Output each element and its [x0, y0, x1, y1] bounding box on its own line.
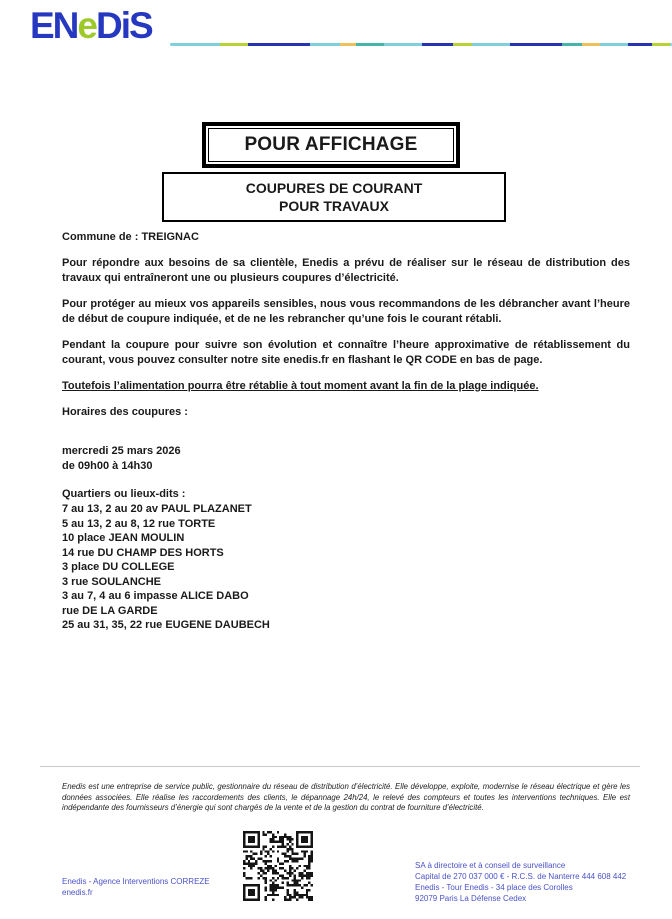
qr-code	[243, 831, 313, 901]
address-line: 10 place JEAN MOULIN	[62, 532, 185, 544]
notice-title-box	[162, 172, 506, 222]
paragraph-intro: Pour répondre aux besoins de sa clientèle, Enedis a prévu de réaliser sur le réseau de distribution des travaux qui entraîneront une ou plusieurs coupures d’électricité.	[62, 257, 630, 284]
logo-text-en: EN	[30, 5, 78, 46]
enedis-logo	[30, 4, 152, 48]
notice-title-line1: COUPURES DE COURANT	[245, 180, 423, 196]
address-line: rue DE LA GARDE	[62, 604, 158, 617]
address-line: 14 rue DU CHAMP DES HORTS	[62, 546, 224, 559]
schedule-date: mercredi 25 mars 2026	[62, 445, 181, 457]
company-block	[415, 860, 626, 904]
paragraph-qr-info: Pendant la coupure pour suivre son évolution et connaître l’heure approximative de rétablissement du courant, vous pouvez consulter notre site enedis.fr en flashant le QR CODE en bas de page.	[62, 339, 630, 366]
address-line: 3 au 7, 4 au 6 impasse ALICE DABO	[62, 590, 249, 602]
paragraph-advice: Pour protéger au mieux vos appareils sensibles, nous vous recommandons de les débrancher avant l’heure de début de coupure indiquée, et de ne les rebrancher qu’une fois le courant rétabli.	[62, 298, 630, 325]
pour-affichage-banner	[202, 122, 460, 168]
address-line: 3 rue SOULANCHE	[62, 575, 162, 588]
enedis-website-link[interactable]: enedis.fr	[62, 888, 93, 897]
brand-divider-line	[170, 43, 672, 46]
address-line: 7 au 13, 2 au 20 av PAUL PLAZANET	[62, 503, 252, 515]
address-list	[62, 502, 630, 633]
commune-line: Commune de : TREIGNAC	[62, 231, 199, 243]
company-line: 92079 Paris La Défense Cedex	[415, 894, 527, 903]
notice-body	[62, 230, 630, 633]
address-line: 3 place DU COLLEGE	[62, 561, 175, 573]
logo-text-e: e	[77, 5, 96, 46]
address-line: 25 au 31, 35, 22 rue EUGENE DAUBECH	[62, 619, 270, 631]
agency-name: Enedis - Agence Interventions CORREZE	[62, 877, 210, 886]
logo-text-dis: DiS	[95, 5, 152, 46]
company-line: SA à directoire et à conseil de surveillance	[415, 861, 566, 870]
districts-label: Quartiers ou lieux-dits :	[62, 488, 186, 500]
banner-title: POUR AFFICHAGE	[244, 134, 418, 155]
schedule-time: de 09h00 à 14h30	[62, 460, 153, 472]
legal-text: Enedis est une entreprise de service public, gestionnaire du réseau de distribution d’électricité. Elle développe, exploite, modernise le réseau électrique et gère les données associées. Elle réalise les raccordements des clients, le dépannage 24h/24, le relevé des compteurs et toutes les interventions techniques. Elle est indépendante des fournisseurs d’énergie qui sont chargés de la vente et de la gestion du contrat de fourniture d’électricité.	[62, 782, 630, 812]
footer-separator	[40, 766, 640, 767]
restoration-notice: Toutefois l’alimentation pourra être rétablie à tout moment avant la fin de la plage indiquée.	[62, 380, 539, 392]
company-line: Capital de 270 037 000 € - R.C.S. de Nanterre 444 608 442	[415, 872, 627, 881]
address-line: 5 au 13, 2 au 8, 12 rue TORTE	[62, 517, 216, 530]
agency-block	[62, 876, 210, 898]
company-line: Enedis - Tour Enedis - 34 place des Corolles	[415, 883, 573, 892]
schedule-label: Horaires des coupures :	[62, 406, 188, 418]
notice-title-line2: POUR TRAVAUX	[279, 198, 389, 214]
